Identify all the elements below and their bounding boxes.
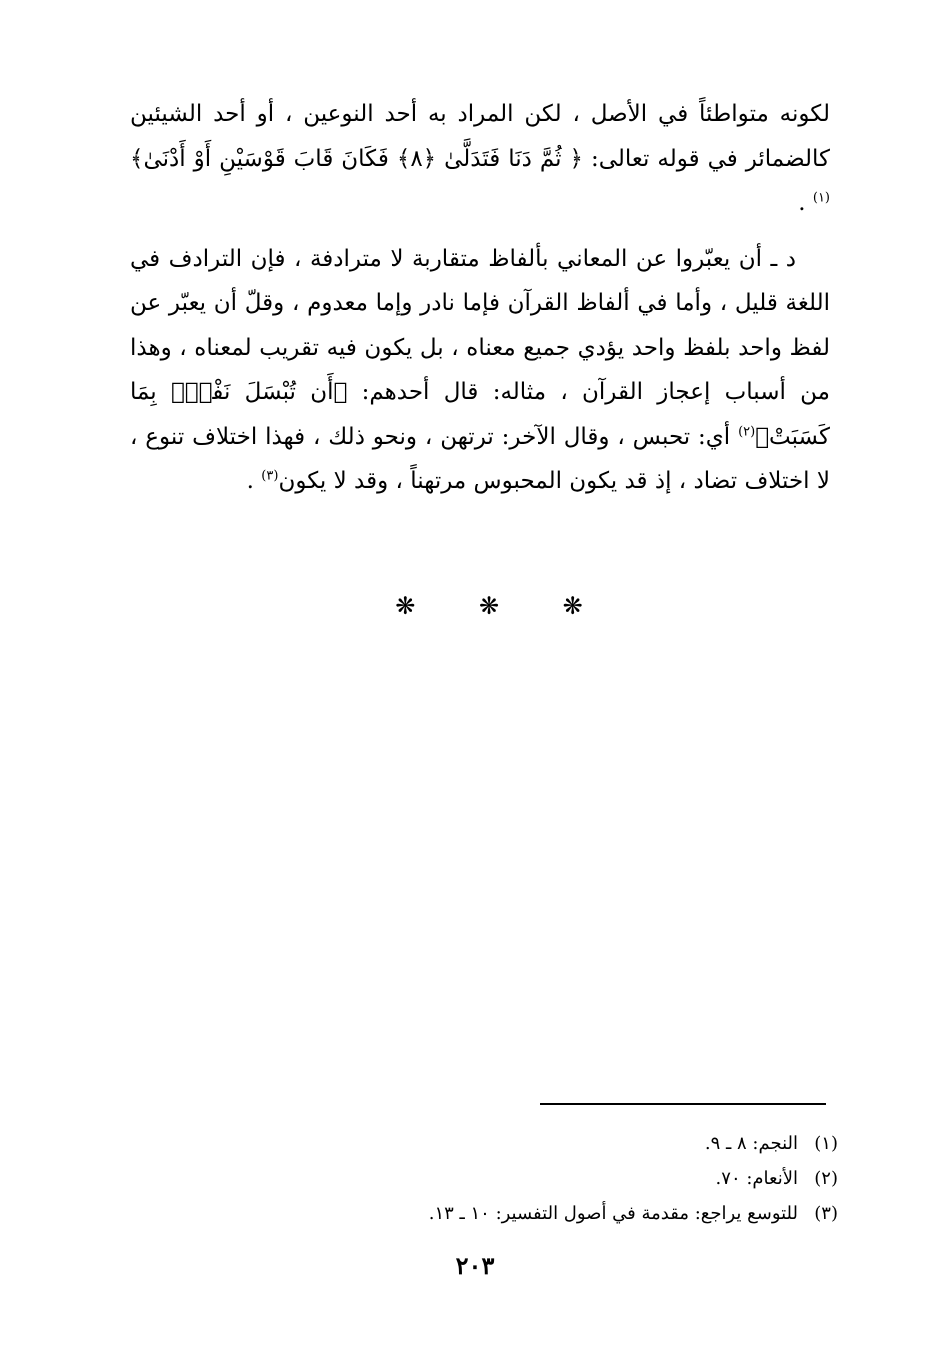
page-number: ٢٠٣	[455, 1251, 495, 1280]
footnote-text: للتوسع يراجع: مقدمة في أصول التفسير: ١٠ ـ ١٣.	[428, 1203, 798, 1224]
footnote-number: (١)	[814, 1133, 838, 1154]
footnote-divider	[540, 1103, 826, 1105]
footnote-ref: (٣)	[261, 468, 279, 484]
paragraph-1: لكونه متواطئاً في الأصل ، لكن المراد به أحد النوعين ، أو أحد الشيئين كالضمائر في قوله تعالى: ﴿ ثُمَّ دَنَا فَتَدَلَّىٰ ﴿٨﴾ فَكَانَ قَابَ قَوْسَيْنِ أَوْ أَدْنَىٰ﴾$^{(١)}$ .	[130, 101, 830, 216]
quran-verse: ﴿أَن تُبْسَلَ نَفْسٌۢ بِمَا كَسَبَتْ﴾	[130, 379, 830, 450]
section-separator: ❋ ❋ ❋	[395, 592, 611, 620]
footnote-item	[138, 1126, 838, 1161]
footnote-number: (٣)	[814, 1203, 838, 1224]
quran-verse: ﴿ ثُمَّ دَنَا فَتَدَلَّىٰ ﴿٨﴾ فَكَانَ قَابَ قَوْسَيْنِ أَوْ أَدْنَىٰ﴾	[130, 145, 584, 172]
footnote-ref: (٢)	[738, 423, 756, 439]
footnotes	[138, 1126, 838, 1231]
footnote-text: النجم: ٨ ـ ٩.	[704, 1133, 798, 1154]
footnote-ref: (١)	[812, 190, 830, 206]
footnote-text: الأنعام: ٧٠.	[715, 1168, 798, 1189]
footnote-number: (٢)	[814, 1168, 838, 1189]
footnote-item	[138, 1196, 838, 1231]
body-text	[130, 92, 830, 504]
paragraph-2: د ـ أن يعبّروا عن المعاني بألفاظ متقاربة لا مترادفة ، فإن الترادف في اللغة قليل ، وأما في ألفاظ القرآن فإما نادر وإما معدوم ، وقلّ أن يعبّر عن لفظ واحد بلفظ واحد يؤدي جميع معناه ، بل يكون فيه تقريب لمعناه ، وهذا من أسباب إعجاز القرآن ، مثاله: قال أحدهم: ﴿أَن تُبْسَلَ نَفْسٌۢ بِمَا كَسَبَتْ﴾$^{(٢)}$ أي: تحبس ، وقال الآخر: ترتهن ، ونحو ذلك ، فهذا اختلاف تنوع ، لا اختلاف تضاد ، إذ قد يكون المحبوس مرتهناً ، وقد لا يكون$^{(٣)}$ .	[130, 245, 830, 494]
footnote-item	[138, 1161, 838, 1196]
